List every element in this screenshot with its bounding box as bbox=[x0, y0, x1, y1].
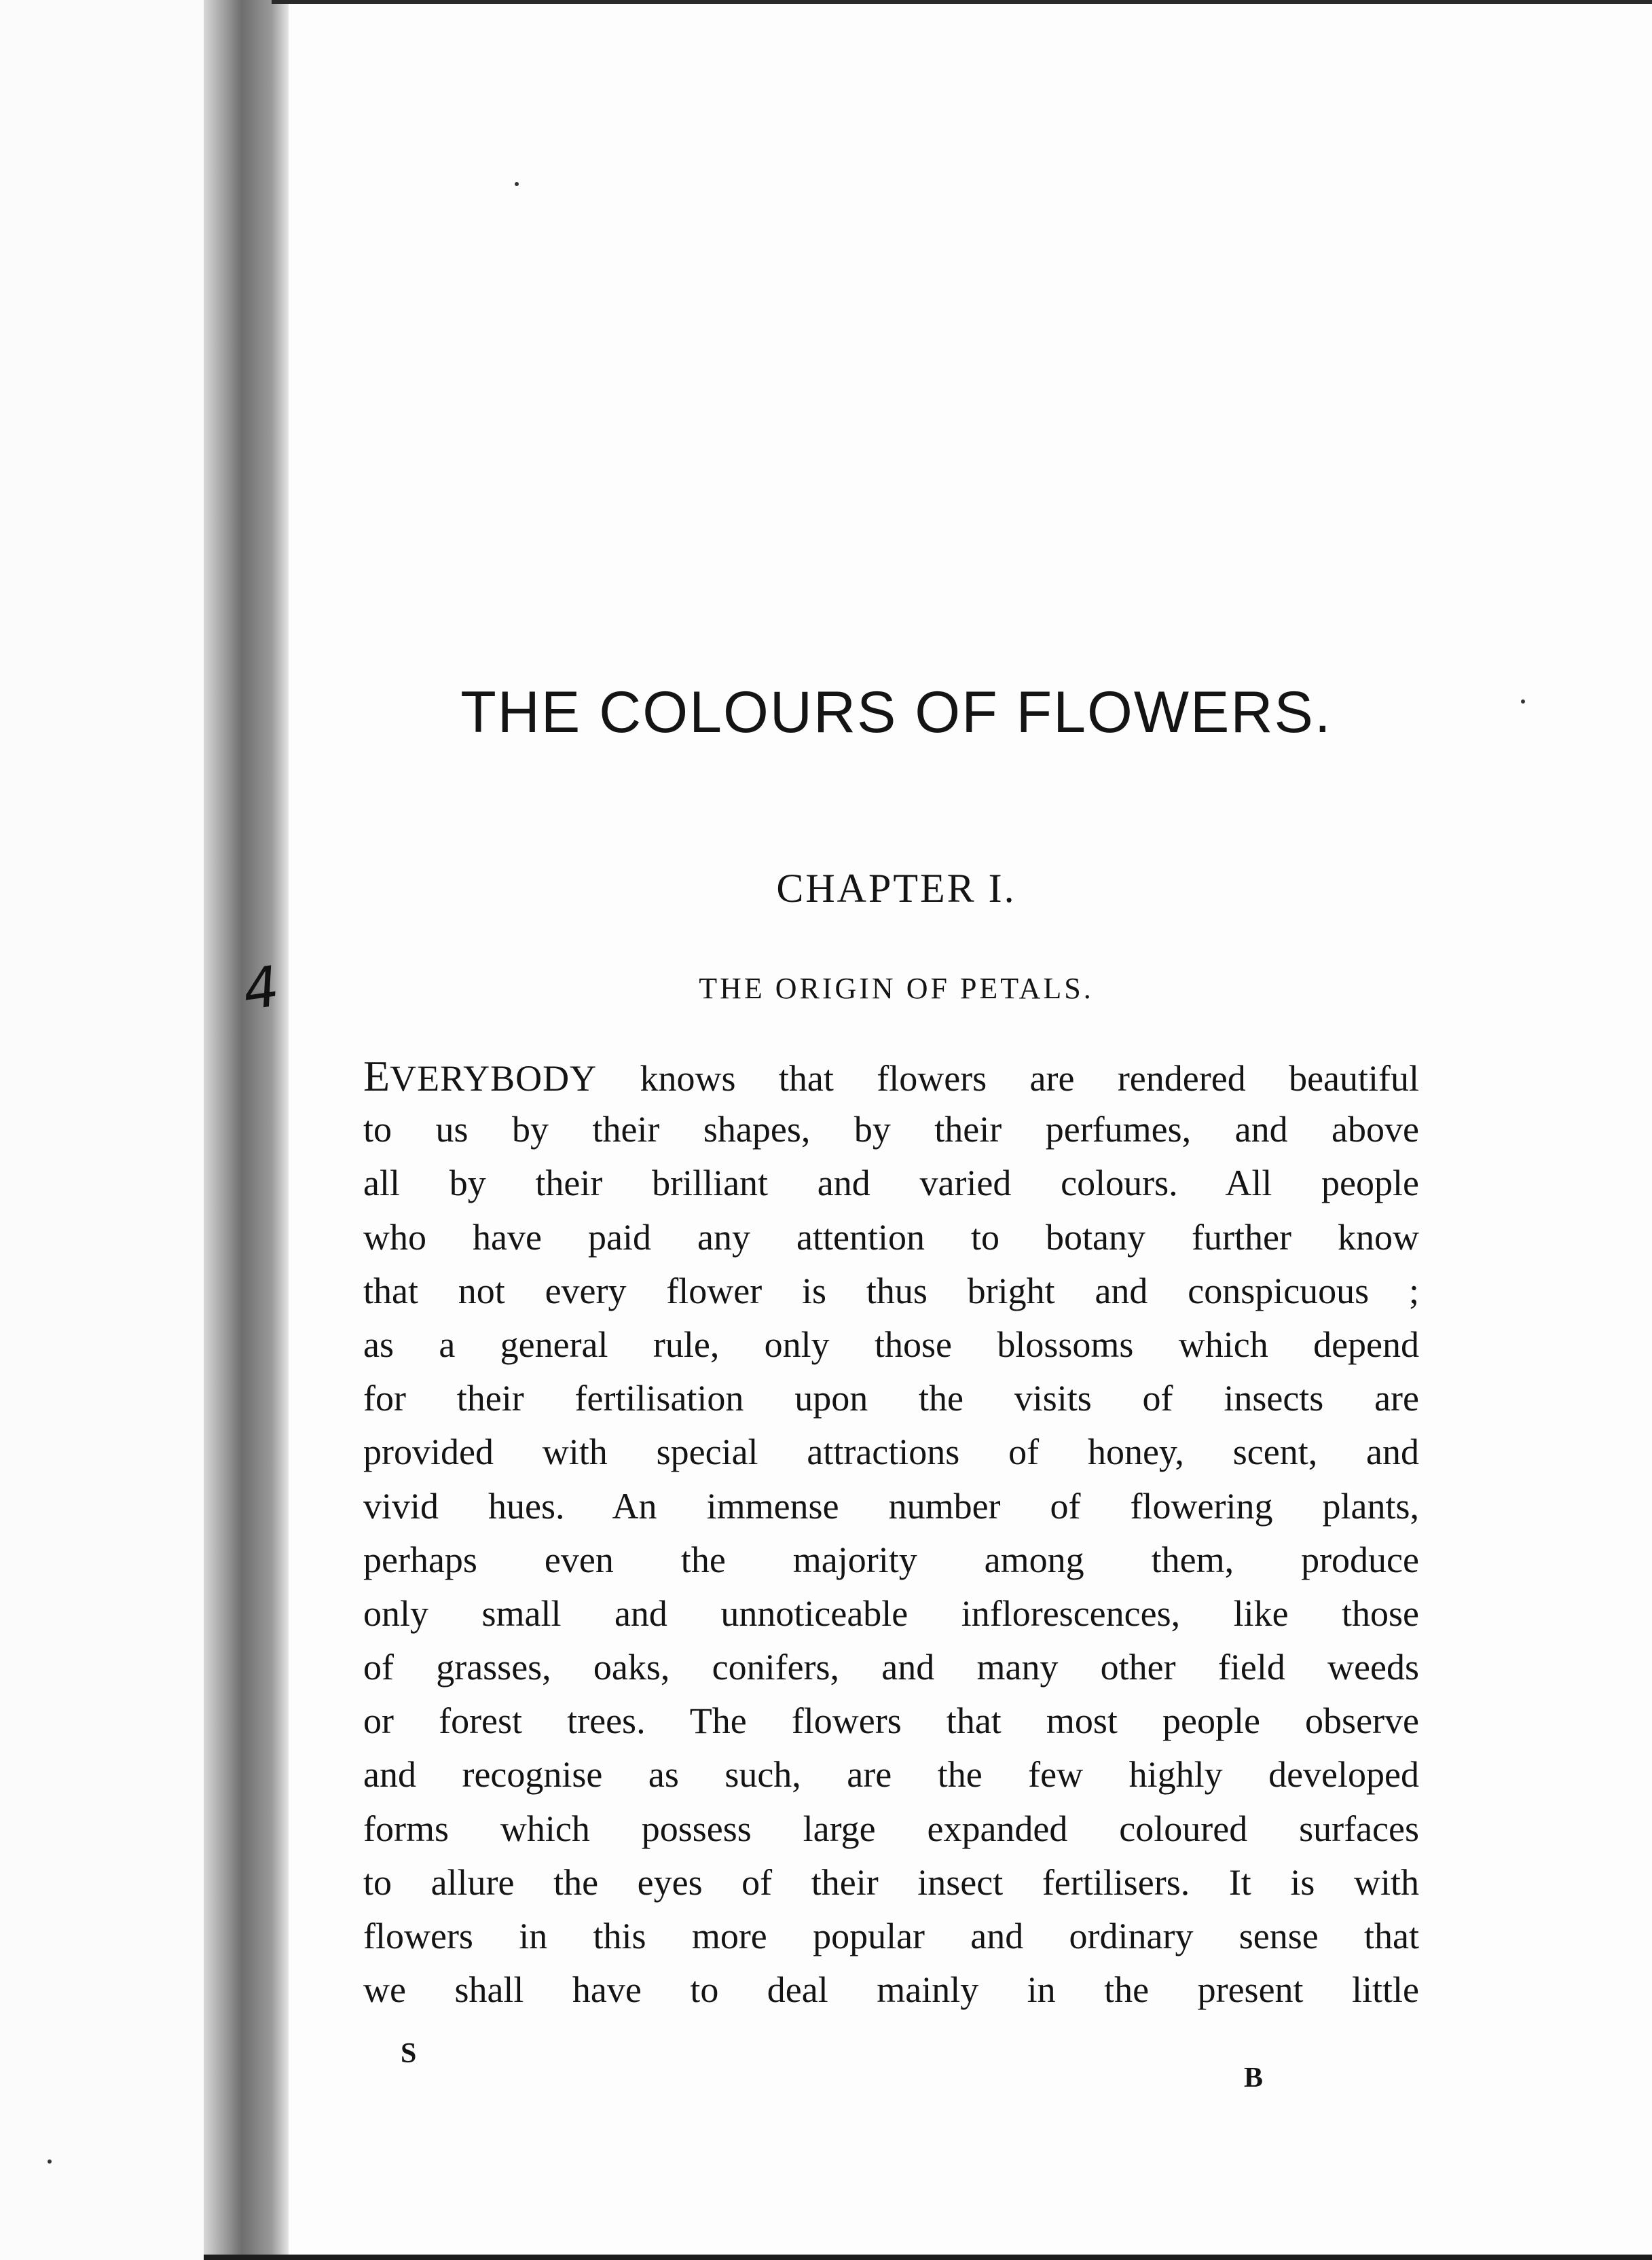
chapter-subtitle: THE ORIGIN OF PETALS. bbox=[699, 972, 1094, 1005]
text-line: vivid hues. An immense number of flowering plants, bbox=[363, 1485, 1419, 1527]
text-line: we shall have to deal mainly in the present little bbox=[363, 1969, 1419, 2011]
text-line: flowers in this more popular and ordinary sense that bbox=[363, 1916, 1419, 1956]
text-line: to us by their shapes, by their perfumes, and above bbox=[363, 1109, 1419, 1150]
chapter-heading: CHAPTER I. bbox=[776, 866, 1016, 911]
body-paragraph bbox=[363, 1049, 1419, 2017]
text-line: to allure the eyes of their insect fertilisers. It is with bbox=[363, 1861, 1419, 1903]
text-line: forms which possess large expanded coloured surfaces bbox=[363, 1808, 1419, 1849]
ink-speck bbox=[515, 182, 519, 186]
text-line: or forest trees. The flowers that most people observe bbox=[363, 1700, 1419, 1742]
signature-letter: B bbox=[1244, 2062, 1264, 2094]
text-line: provided with special attractions of honey, scent, and bbox=[363, 1432, 1419, 1473]
printer-mark: S bbox=[401, 2038, 417, 2069]
text-line: who have paid any attention to botany further know bbox=[363, 1216, 1419, 1258]
line-text: knows that flowers are rendered beautiful bbox=[597, 1058, 1419, 1099]
text-line: only small and unnoticeable inflorescences, like those bbox=[363, 1592, 1419, 1634]
text-line bbox=[363, 1049, 1419, 1103]
text-line: for their fertilisation upon the visits of insects are bbox=[363, 1378, 1419, 1419]
text-line: as a general rule, only those blossoms which depend bbox=[363, 1324, 1419, 1365]
text-line: that not every flower is thus bright and conspicuous ; bbox=[363, 1270, 1419, 1311]
ink-speck bbox=[1521, 699, 1525, 704]
ink-speck bbox=[48, 2159, 52, 2164]
text-line: all by their brilliant and varied colours. All people bbox=[363, 1163, 1419, 1204]
text-line: of grasses, oaks, conifers, and many other field weeds bbox=[363, 1647, 1419, 1688]
margin-handwritten-mark: 4 bbox=[239, 954, 283, 1023]
page-bottom-edge bbox=[204, 2255, 1652, 2260]
initial-letter: E bbox=[363, 1052, 390, 1100]
page-title: THE COLOURS OF FLOWERS. bbox=[460, 680, 1332, 745]
book-gutter bbox=[204, 0, 289, 2260]
text-line: perhaps even the majority among them, produce bbox=[363, 1539, 1419, 1580]
text-line: and recognise as such, are the few highly developed bbox=[363, 1754, 1419, 1796]
facing-page bbox=[0, 0, 204, 2260]
first-word-rest: VERYBODY bbox=[390, 1058, 598, 1099]
page-top-edge bbox=[272, 0, 1652, 4]
